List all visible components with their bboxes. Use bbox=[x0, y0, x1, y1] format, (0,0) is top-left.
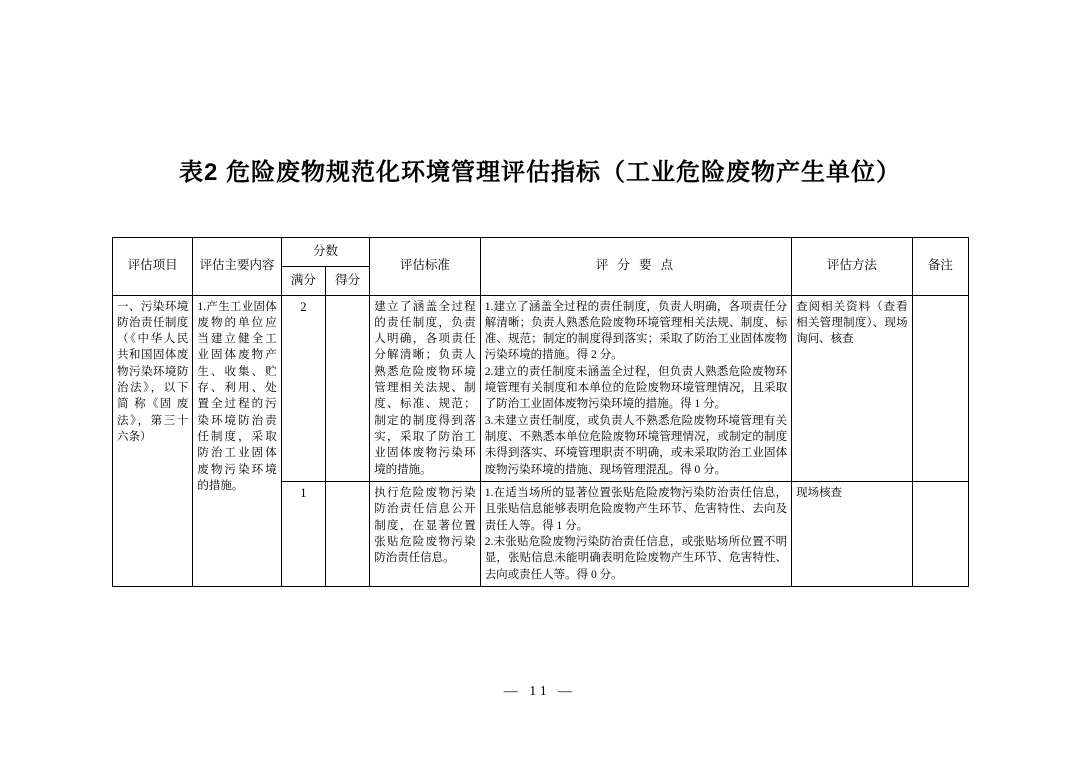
cell-score-full: 1 bbox=[281, 482, 325, 587]
point-line: 3.未建立责任制度，或负责人不熟悉危险废物环境管理有关制度、不熟悉本单位危险废物环境管理情况，或制定的制度未得到落实、环境管理职责不明确，或未采取防治工业固体废物污染环境的措施、现场管理混乱。得 0 分。 bbox=[484, 414, 788, 476]
header-points: 评 分 要 点 bbox=[480, 238, 791, 296]
cell-main-content: 1.产生工业固体废物的单位应当建立健全工业固体废物产生、收集、贮存、利用、处置全过程的污染环境防治责任制度，采取防治工业固体废物污染环境的措施。 bbox=[193, 295, 281, 587]
header-item: 评估项目 bbox=[113, 238, 193, 296]
header-standard: 评估标准 bbox=[370, 238, 481, 296]
cell-method: 查阅相关资料（查看相关管理制度）、现场询问、核查 bbox=[792, 295, 913, 482]
cell-score-full: 2 bbox=[281, 295, 325, 482]
page-title: 表2 危险废物规范化环境管理评估指标（工业危险废物产生单位） bbox=[178, 159, 901, 186]
table-header-row-1 bbox=[113, 238, 969, 267]
page-number: — 11 — bbox=[503, 684, 577, 699]
cell-remark bbox=[912, 482, 968, 587]
cell-score-got[interactable] bbox=[325, 295, 369, 482]
header-method: 评估方法 bbox=[792, 238, 913, 296]
point-line: 2.建立的责任制度未涵盖全过程，但负责人熟悉危险废物环境管理有关制度和本单位的危险废物环境管理情况，且采取了防治工业固体废物污染环境的措施。得 1 分。 bbox=[484, 365, 788, 411]
point-line: 1.在适当场所的显著位置张贴危险废物污染防治责任信息，且张贴信息能够表明危险废物产生环节、危害特性、去向及责任人等。得 1 分。 bbox=[484, 487, 788, 532]
header-score-group: 分数 bbox=[281, 238, 369, 267]
cell-item: 一、污染环境防治责任制度（《中华人民共和国固体废物污染环境防治法》，以下简 称《固 废 法》，第三十六条） bbox=[113, 295, 193, 587]
point-line: 2.未张贴危险废物污染防治责任信息，或张贴场所位置不明显，张贴信息未能明确表明危险废物产生环节、危害特性、去向或责任人等。得 0 分。 bbox=[484, 536, 788, 581]
table-row bbox=[113, 295, 969, 482]
header-main-content: 评估主要内容 bbox=[193, 238, 281, 296]
cell-standard: 执行危险废物污染防治责任信息公开制度，在显著位置张贴危险废物污染防治责任信息。 bbox=[370, 482, 481, 587]
header-remark: 备注 bbox=[912, 238, 968, 296]
evaluation-table-container bbox=[112, 237, 969, 587]
cell-points bbox=[480, 295, 791, 482]
header-score-full: 满分 bbox=[281, 266, 325, 295]
point-line: 1.建立了涵盖全过程的责任制度，负责人明确，各项责任分解清晰；负责人熟悉危险废物环境管理相关法规、制度、标准、规范；制定的制度得到落实；采取了防治工业固体废物污染环境的措施。得 2 分。 bbox=[484, 300, 788, 362]
header-score-got: 得分 bbox=[325, 266, 369, 295]
cell-points bbox=[480, 482, 791, 587]
cell-remark bbox=[912, 295, 968, 482]
cell-standard: 建立了涵盖全过程的责任制度，负责人明确，各项责任分解清晰；负责人熟悉危险废物环境管理相关法规、制度、标准、规范；制定的制度得到落实，采取了防治工业固体废物污染环境的措施。 bbox=[370, 295, 481, 482]
cell-score-got[interactable] bbox=[325, 482, 369, 587]
cell-method: 现场核查 bbox=[792, 482, 913, 587]
evaluation-table bbox=[112, 237, 969, 587]
